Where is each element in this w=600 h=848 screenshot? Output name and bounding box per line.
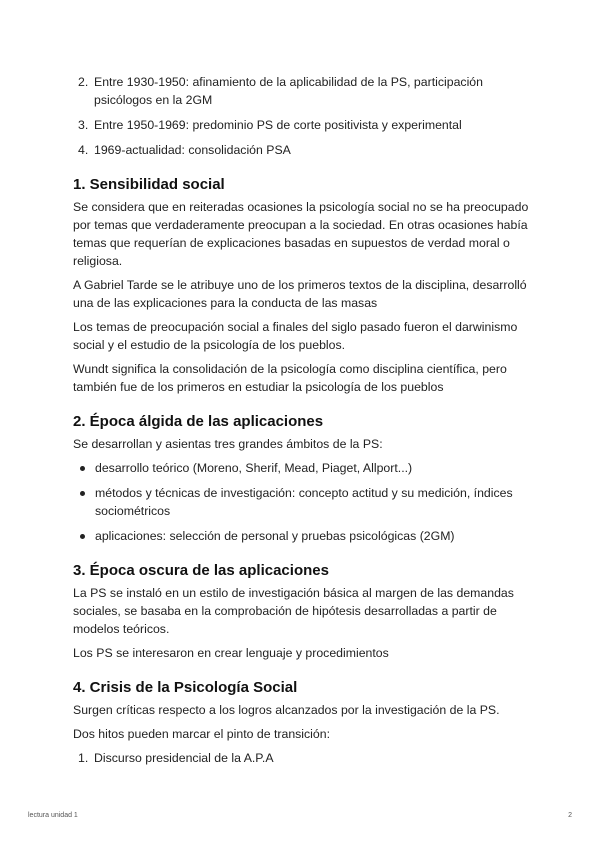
document-body: [73, 73, 533, 774]
paragraph: Los temas de preocupación social a finales del siglo pasado fueron el darwinismo social y el estudio de la psicología de los pueblos.: [73, 320, 518, 352]
bullet-icon: [80, 466, 85, 471]
section-heading: 2. Época álgida de las aplicaciones: [73, 413, 324, 430]
bullet-icon: [80, 491, 85, 496]
bullet-icon: [80, 534, 85, 539]
paragraph: Los PS se interesaron en crear lenguaje y procedimientos: [73, 646, 389, 660]
list-item: [73, 73, 533, 109]
paragraph: Dos hitos pueden marcar el pinto de transición:: [73, 727, 331, 741]
section-heading: 1. Sensibilidad social: [73, 176, 225, 193]
footer-doc-title: lectura unidad 1: [28, 812, 78, 819]
list-item: [73, 527, 533, 545]
paragraph: A Gabriel Tarde se le atribuye uno de los primeros textos de la disciplina, desarrolló una de las explicaciones para la conducta de las masas: [73, 278, 527, 310]
top-numbered-list: [73, 73, 533, 159]
paragraph: Se desarrollan y asientas tres grandes ámbitos de la PS:: [73, 437, 383, 451]
list-item: [73, 484, 533, 520]
paragraph: Surgen críticas respecto a los logros alcanzados por la investigación de la PS.: [73, 703, 500, 717]
list-text: aplicaciones: selección de personal y pruebas psicológicas (2GM): [95, 529, 455, 543]
paragraph: Se considera que en reiteradas ocasiones la psicología social no se ha preocupado por temas que verdaderamente preocupan a la sociedad. En otras ocasiones había temas que requerían de explicaciones basadas en supuestos de verdad moral o religiosa.: [73, 200, 529, 268]
paragraph: Wundt significa la consolidación de la psicología como disciplina científica, pero también fue de los primeros en estudiar la psicología de los pueblos: [73, 362, 507, 394]
paragraph: La PS se instaló en un estilo de investigación básica al margen de las demandas sociales, se basaba en la comprobación de hipótesis desarrolladas a partir de modelos teóricos.: [73, 586, 514, 636]
bullet-list: [73, 459, 533, 545]
list-number: 4.: [78, 143, 89, 157]
list-text: 1969-actualidad: consolidación PSA: [94, 143, 291, 157]
list-text: métodos y técnicas de investigación: concepto actitud y su medición, índices sociométricos: [95, 486, 513, 518]
list-number: 1.: [78, 751, 89, 765]
list-item: [73, 459, 533, 477]
numbered-list: [73, 749, 533, 767]
list-text: Discurso presidencial de la A.P.A: [94, 751, 274, 765]
section-heading: 3. Época oscura de las aplicaciones: [73, 562, 329, 579]
list-text: desarrollo teórico (Moreno, Sherif, Mead, Piaget, Allport...): [95, 461, 413, 475]
list-text: Entre 1950-1969: predominio PS de corte positivista y experimental: [94, 118, 462, 132]
list-item: [73, 116, 533, 134]
list-text: Entre 1930-1950: afinamiento de la aplicabilidad de la PS, participación psicólogos en la 2GM: [94, 75, 483, 107]
list-number: 2.: [78, 75, 89, 89]
list-item: [73, 749, 533, 767]
section-heading: 4. Crisis de la Psicología Social: [73, 679, 298, 696]
list-item: [73, 141, 533, 159]
list-number: 3.: [78, 118, 89, 132]
page-number: 2: [568, 812, 572, 819]
